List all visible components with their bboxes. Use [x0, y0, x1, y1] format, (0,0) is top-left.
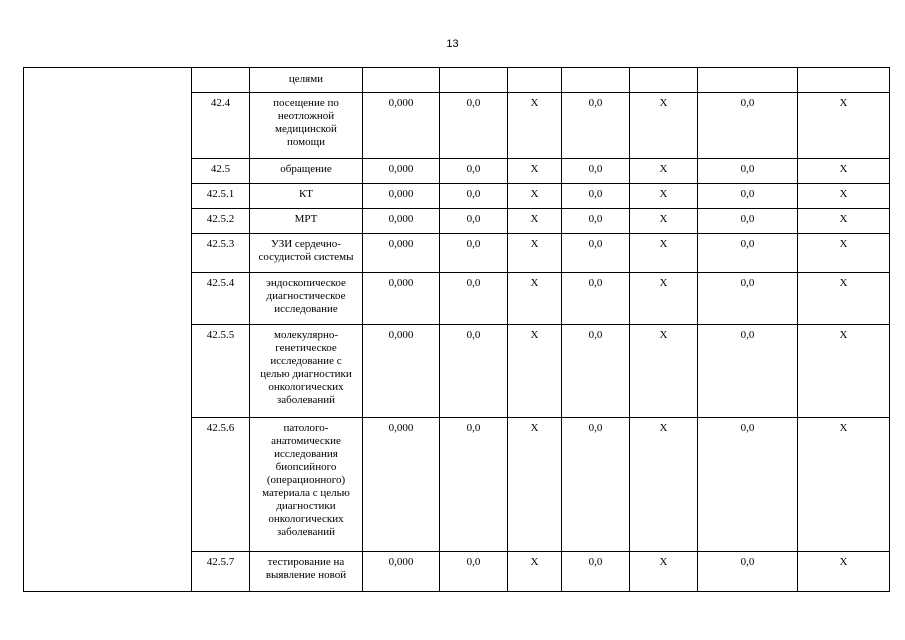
cell-code: 42.5.6	[192, 418, 250, 552]
cell-value-5: Х	[630, 234, 698, 273]
cell-value-7: Х	[798, 159, 890, 184]
cell-name: МРТ	[250, 209, 363, 234]
cell-code: 42.5.1	[192, 184, 250, 209]
cell-value-6: 0,0	[698, 93, 798, 159]
cell-value-6: 0,0	[698, 273, 798, 325]
cell-value-2: 0,0	[440, 552, 508, 592]
cell-code: 42.4	[192, 93, 250, 159]
cell-value-1: 0,000	[363, 418, 440, 552]
cell-value-5: Х	[630, 159, 698, 184]
cell-value-7: Х	[798, 209, 890, 234]
cell-value-4: 0,0	[562, 159, 630, 184]
cell-value-1: 0,000	[363, 273, 440, 325]
cell-value-1: 0,000	[363, 234, 440, 273]
cell-name: молекулярно-генетическое исследование с целью диагностики онкологических заболеваний	[250, 325, 363, 418]
cell-name: патолого-анатомические исследования биопсийного (операционного) материала с целью диагностики онкологических заболеваний	[250, 418, 363, 552]
cell-value-1: 0,000	[363, 209, 440, 234]
cell-code: 42.5.5	[192, 325, 250, 418]
cell-value-5: Х	[630, 552, 698, 592]
cell-value-5: Х	[630, 418, 698, 552]
cell-value-7: Х	[798, 552, 890, 592]
cell-value-1: 0,000	[363, 552, 440, 592]
cell-value-3: Х	[508, 159, 562, 184]
cell-value-2: 0,0	[440, 209, 508, 234]
cell-value-2: 0,0	[440, 159, 508, 184]
cell-value-5	[630, 68, 698, 93]
cell-value-4: 0,0	[562, 552, 630, 592]
cell-value-1: 0,000	[363, 325, 440, 418]
cell-value-2	[440, 68, 508, 93]
merged-first-column-cell	[24, 68, 192, 592]
cell-value-4: 0,0	[562, 209, 630, 234]
cell-value-7: Х	[798, 273, 890, 325]
cell-value-4: 0,0	[562, 184, 630, 209]
cell-value-5: Х	[630, 93, 698, 159]
cell-value-3: Х	[508, 418, 562, 552]
cell-value-2: 0,0	[440, 273, 508, 325]
cell-value-2: 0,0	[440, 93, 508, 159]
cell-value-6: 0,0	[698, 209, 798, 234]
cell-code: 42.5.3	[192, 234, 250, 273]
cell-value-6: 0,0	[698, 325, 798, 418]
cell-name: тестирование на выявление новой	[250, 552, 363, 592]
cell-value-3: Х	[508, 325, 562, 418]
cell-value-5: Х	[630, 273, 698, 325]
cell-value-3: Х	[508, 234, 562, 273]
cell-name: УЗИ сердечно-сосудистой системы	[250, 234, 363, 273]
cell-value-3: Х	[508, 93, 562, 159]
cell-value-4: 0,0	[562, 418, 630, 552]
cell-value-7: Х	[798, 325, 890, 418]
cell-value-3	[508, 68, 562, 93]
cell-value-6	[698, 68, 798, 93]
cell-name: посещение по неотложной медицинской помощи	[250, 93, 363, 159]
cell-value-7: Х	[798, 184, 890, 209]
data-table	[23, 67, 890, 592]
cell-value-3: Х	[508, 552, 562, 592]
cell-name: КТ	[250, 184, 363, 209]
cell-value-4: 0,0	[562, 93, 630, 159]
cell-value-5: Х	[630, 325, 698, 418]
cell-value-6: 0,0	[698, 184, 798, 209]
cell-value-1: 0,000	[363, 93, 440, 159]
cell-name: эндоскопическое диагностическое исследование	[250, 273, 363, 325]
cell-value-7	[798, 68, 890, 93]
cell-code: 42.5.2	[192, 209, 250, 234]
cell-name: обращение	[250, 159, 363, 184]
cell-value-5: Х	[630, 184, 698, 209]
cell-value-6: 0,0	[698, 159, 798, 184]
cell-value-4: 0,0	[562, 325, 630, 418]
cell-code: 42.5.7	[192, 552, 250, 592]
cell-value-4	[562, 68, 630, 93]
cell-name: целями	[250, 68, 363, 93]
cell-value-7: Х	[798, 93, 890, 159]
page-number: 13	[446, 38, 459, 50]
cell-code	[192, 68, 250, 93]
cell-value-6: 0,0	[698, 234, 798, 273]
cell-value-5: Х	[630, 209, 698, 234]
cell-value-7: Х	[798, 418, 890, 552]
cell-value-3: Х	[508, 273, 562, 325]
cell-value-1: 0,000	[363, 184, 440, 209]
cell-value-6: 0,0	[698, 552, 798, 592]
cell-value-2: 0,0	[440, 234, 508, 273]
cell-value-7: Х	[798, 234, 890, 273]
cell-value-4: 0,0	[562, 234, 630, 273]
cell-value-6: 0,0	[698, 418, 798, 552]
cell-value-3: Х	[508, 209, 562, 234]
cell-value-3: Х	[508, 184, 562, 209]
cell-value-2: 0,0	[440, 184, 508, 209]
cell-value-2: 0,0	[440, 418, 508, 552]
cell-value-2: 0,0	[440, 325, 508, 418]
cell-value-1	[363, 68, 440, 93]
cell-value-1: 0,000	[363, 159, 440, 184]
table-row-continuation	[24, 68, 890, 93]
cell-code: 42.5.4	[192, 273, 250, 325]
cell-value-4: 0,0	[562, 273, 630, 325]
cell-code: 42.5	[192, 159, 250, 184]
